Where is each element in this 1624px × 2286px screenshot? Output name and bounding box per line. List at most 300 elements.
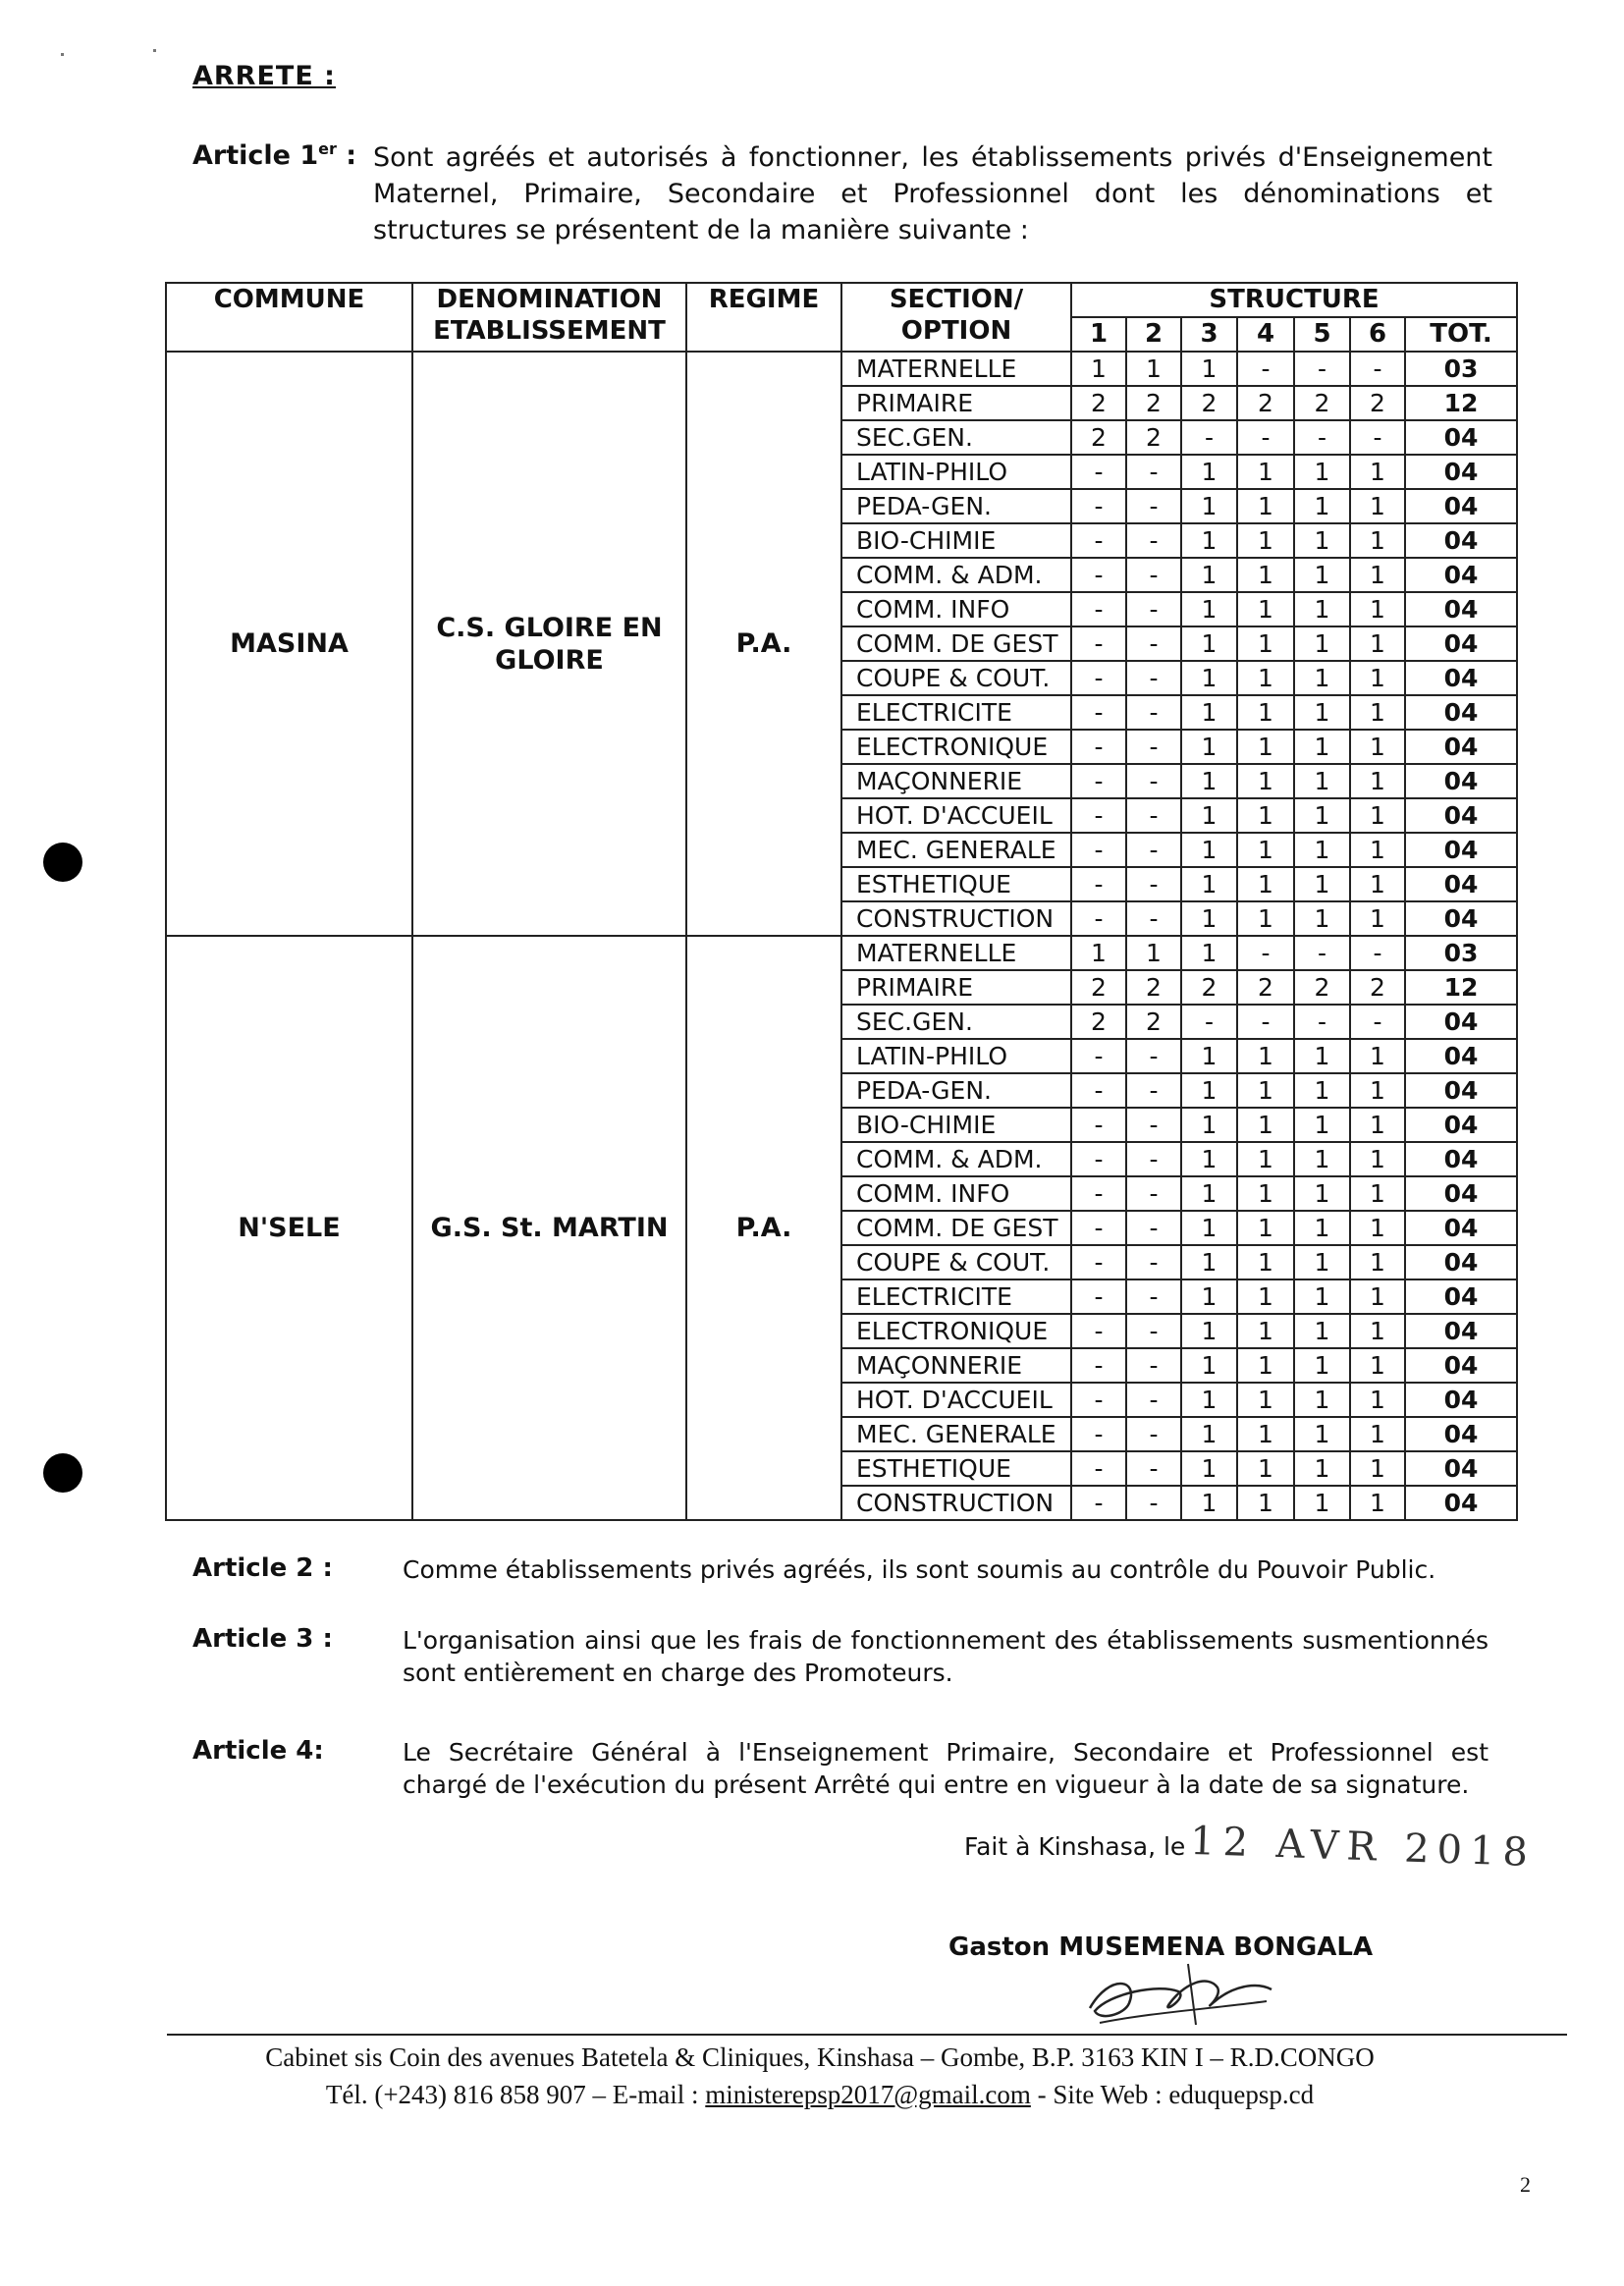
option-cell: ELECTRICITE <box>841 1279 1071 1314</box>
structure-cell: 1 <box>1181 626 1237 661</box>
total-cell: 04 <box>1405 1417 1517 1451</box>
structure-cell: 2 <box>1181 970 1237 1005</box>
option-cell: CONSTRUCTION <box>841 901 1071 936</box>
structure-cell: 1 <box>1237 1108 1294 1142</box>
structure-cell: 1 <box>1181 1348 1237 1383</box>
structure-cell: 1 <box>1126 936 1181 970</box>
option-cell: COMM. INFO <box>841 1176 1071 1211</box>
regime-cell: P.A. <box>686 936 841 1520</box>
structure-cell: - <box>1126 1417 1181 1451</box>
option-cell: ELECTRONIQUE <box>841 1314 1071 1348</box>
structure-cell: - <box>1350 936 1405 970</box>
structure-cell: 1 <box>1237 489 1294 523</box>
option-cell: PRIMAIRE <box>841 970 1071 1005</box>
total-cell: 04 <box>1405 730 1517 764</box>
structure-cell: 2 <box>1071 1005 1126 1039</box>
structure-cell: 1 <box>1294 1108 1350 1142</box>
total-cell: 04 <box>1405 592 1517 626</box>
structure-cell: - <box>1071 901 1126 936</box>
structure-cell: 1 <box>1181 798 1237 833</box>
structure-cell: 1 <box>1181 1211 1237 1245</box>
option-cell: MATERNELLE <box>841 936 1071 970</box>
structure-cell: - <box>1071 1279 1126 1314</box>
total-cell: 12 <box>1405 386 1517 420</box>
structure-cell: 1 <box>1126 352 1181 386</box>
structure-cell: 1 <box>1350 558 1405 592</box>
structure-cell: - <box>1350 352 1405 386</box>
structure-cell: 1 <box>1181 523 1237 558</box>
denomination-cell: C.S. GLOIRE EN GLOIRE <box>412 352 686 936</box>
commune-cell: N'SELE <box>166 936 412 1520</box>
structure-cell: 1 <box>1181 1417 1237 1451</box>
total-cell: 04 <box>1405 1348 1517 1383</box>
structure-cell: 1 <box>1181 730 1237 764</box>
structure-cell: 1 <box>1237 1383 1294 1417</box>
regime-cell: P.A. <box>686 352 841 936</box>
total-cell: 04 <box>1405 764 1517 798</box>
total-cell: 04 <box>1405 1211 1517 1245</box>
option-cell: COMM. & ADM. <box>841 558 1071 592</box>
structure-cell: - <box>1126 523 1181 558</box>
structure-cell: - <box>1126 1348 1181 1383</box>
structure-cell: - <box>1071 798 1126 833</box>
structure-cell: - <box>1126 1486 1181 1520</box>
total-cell: 12 <box>1405 970 1517 1005</box>
header-col-6: 6 <box>1350 317 1405 352</box>
structure-cell: - <box>1126 592 1181 626</box>
structure-cell: - <box>1071 455 1126 489</box>
structure-cell: 1 <box>1294 1348 1350 1383</box>
structure-cell: 1 <box>1350 592 1405 626</box>
header-col-total: TOT. <box>1405 317 1517 352</box>
structure-cell: 1 <box>1181 764 1237 798</box>
structure-cell: - <box>1126 695 1181 730</box>
structure-cell: 1 <box>1181 489 1237 523</box>
total-cell: 04 <box>1405 867 1517 901</box>
structure-cell: - <box>1126 1039 1181 1073</box>
total-cell: 04 <box>1405 661 1517 695</box>
structure-cell: 1 <box>1181 1039 1237 1073</box>
structure-cell: 1 <box>1350 1245 1405 1279</box>
total-cell: 04 <box>1405 1383 1517 1417</box>
structure-cell: - <box>1071 833 1126 867</box>
option-cell: ELECTRICITE <box>841 695 1071 730</box>
option-cell: MAÇONNERIE <box>841 1348 1071 1383</box>
punch-hole-top <box>43 843 82 882</box>
structure-cell: - <box>1126 1108 1181 1142</box>
structure-cell: 1 <box>1237 1451 1294 1486</box>
structure-cell: - <box>1126 1451 1181 1486</box>
total-cell: 04 <box>1405 1039 1517 1073</box>
structure-cell: 1 <box>1350 1073 1405 1108</box>
header-col-1: 1 <box>1071 317 1126 352</box>
structure-cell: - <box>1126 764 1181 798</box>
structure-cell: 1 <box>1181 1108 1237 1142</box>
total-cell: 04 <box>1405 1108 1517 1142</box>
structure-cell: 1 <box>1350 1314 1405 1348</box>
option-cell: PEDA-GEN. <box>841 1073 1071 1108</box>
structure-cell: - <box>1181 420 1237 455</box>
structure-cell: 1 <box>1237 798 1294 833</box>
structure-cell: - <box>1071 1348 1126 1383</box>
structure-cell: 1 <box>1350 730 1405 764</box>
structure-cell: 1 <box>1181 455 1237 489</box>
structure-cell: 1 <box>1181 867 1237 901</box>
structure-cell: 1 <box>1181 1314 1237 1348</box>
option-cell: PRIMAIRE <box>841 386 1071 420</box>
option-cell: SEC.GEN. <box>841 1005 1071 1039</box>
total-cell: 04 <box>1405 1486 1517 1520</box>
structure-cell: 1 <box>1350 661 1405 695</box>
article-2-text: Comme établissements privés agréés, ils sont soumis au contrôle du Pouvoir Public. <box>403 1555 1436 1584</box>
structure-cell: 1 <box>1294 523 1350 558</box>
structure-cell: 1 <box>1350 1451 1405 1486</box>
structure-cell: 1 <box>1294 730 1350 764</box>
total-cell: 04 <box>1405 489 1517 523</box>
structure-cell: 1 <box>1294 661 1350 695</box>
option-cell: COMM. DE GEST <box>841 1211 1071 1245</box>
structure-cell: 1 <box>1294 1211 1350 1245</box>
structure-cell: - <box>1071 558 1126 592</box>
structure-cell: - <box>1126 798 1181 833</box>
structure-cell: 1 <box>1294 1142 1350 1176</box>
structure-cell: 2 <box>1350 970 1405 1005</box>
structure-cell: 1 <box>1181 1486 1237 1520</box>
structure-cell: - <box>1126 833 1181 867</box>
structure-cell: - <box>1071 1142 1126 1176</box>
structure-cell: 1 <box>1181 1176 1237 1211</box>
total-cell: 03 <box>1405 352 1517 386</box>
header-col-4: 4 <box>1237 317 1294 352</box>
page-number: 2 <box>1520 2172 1531 2197</box>
structure-cell: 1 <box>1237 764 1294 798</box>
structure-cell: 1 <box>1181 901 1237 936</box>
structure-cell: 1 <box>1071 936 1126 970</box>
structure-cell: 1 <box>1294 455 1350 489</box>
structure-cell: 1 <box>1350 1211 1405 1245</box>
structure-cell: - <box>1071 1211 1126 1245</box>
structure-cell: 2 <box>1126 420 1181 455</box>
option-cell: MEC. GENERALE <box>841 1417 1071 1451</box>
total-cell: 04 <box>1405 1451 1517 1486</box>
structure-cell: - <box>1294 420 1350 455</box>
footer-address: Cabinet sis Coin des avenues Batetela & Cliniques, Kinshasa – Gombe, B.P. 3163 KIN I – R.D.CONGO <box>265 2042 1375 2072</box>
structure-cell: 1 <box>1350 867 1405 901</box>
structure-cell: 2 <box>1071 970 1126 1005</box>
structure-cell: 1 <box>1350 1383 1405 1417</box>
structure-cell: - <box>1071 1073 1126 1108</box>
structure-cell: 1 <box>1237 867 1294 901</box>
structure-cell: - <box>1126 1314 1181 1348</box>
structure-cell: 1 <box>1181 592 1237 626</box>
signer-name: Gaston MUSEMENA BONGALA <box>948 1932 1374 1962</box>
structure-cell: - <box>1126 1383 1181 1417</box>
structure-cell: - <box>1071 1383 1126 1417</box>
structure-cell: - <box>1071 730 1126 764</box>
option-cell: COUPE & COUT. <box>841 1245 1071 1279</box>
structure-cell: 1 <box>1350 833 1405 867</box>
structure-cell: 1 <box>1237 695 1294 730</box>
structure-cell: 1 <box>1294 489 1350 523</box>
structure-cell: 1 <box>1294 695 1350 730</box>
total-cell: 04 <box>1405 1314 1517 1348</box>
structure-cell: 1 <box>1237 455 1294 489</box>
punch-hole-bottom <box>43 1453 82 1493</box>
structure-cell: 1 <box>1350 1039 1405 1073</box>
structure-cell: 1 <box>1350 523 1405 558</box>
structure-cell: 1 <box>1350 1486 1405 1520</box>
total-cell: 04 <box>1405 523 1517 558</box>
structure-cell: 1 <box>1181 1245 1237 1279</box>
table-body <box>166 352 1517 1520</box>
option-cell: ELECTRONIQUE <box>841 730 1071 764</box>
option-cell: BIO-CHIMIE <box>841 1108 1071 1142</box>
structure-cell: 1 <box>1294 1451 1350 1486</box>
structure-cell: - <box>1126 626 1181 661</box>
structure-cell: - <box>1294 352 1350 386</box>
structure-cell: 1 <box>1350 764 1405 798</box>
structure-cell: 1 <box>1237 1176 1294 1211</box>
structure-cell: - <box>1071 1039 1126 1073</box>
header-denomination: DENOMINATION ETABLISSEMENT <box>412 283 686 352</box>
option-cell: MEC. GENERALE <box>841 833 1071 867</box>
structure-cell: 2 <box>1294 386 1350 420</box>
structure-cell: 1 <box>1237 592 1294 626</box>
structure-cell: - <box>1126 1073 1181 1108</box>
option-cell: LATIN-PHILO <box>841 1039 1071 1073</box>
structure-cell: 1 <box>1294 1176 1350 1211</box>
structure-cell: - <box>1126 730 1181 764</box>
structure-cell: 2 <box>1071 420 1126 455</box>
structure-cell: 1 <box>1294 1417 1350 1451</box>
structure-cell: 1 <box>1294 1245 1350 1279</box>
total-cell: 04 <box>1405 1142 1517 1176</box>
structure-cell: - <box>1126 1279 1181 1314</box>
header-regime: REGIME <box>686 283 841 352</box>
structure-cell: 2 <box>1071 386 1126 420</box>
structure-cell: - <box>1126 901 1181 936</box>
structure-cell: - <box>1071 1451 1126 1486</box>
structure-cell: 1 <box>1237 1245 1294 1279</box>
option-cell: MATERNELLE <box>841 352 1071 386</box>
structure-cell: - <box>1126 661 1181 695</box>
structure-cell: 1 <box>1294 1383 1350 1417</box>
structure-cell: 2 <box>1237 386 1294 420</box>
structure-cell: - <box>1126 1211 1181 1245</box>
structure-cell: 1 <box>1237 1142 1294 1176</box>
structure-cell: 1 <box>1237 730 1294 764</box>
structure-cell: 1 <box>1350 901 1405 936</box>
total-cell: 04 <box>1405 1279 1517 1314</box>
structure-cell: 1 <box>1350 1176 1405 1211</box>
structure-cell: - <box>1071 867 1126 901</box>
option-cell: LATIN-PHILO <box>841 455 1071 489</box>
structure-cell: 1 <box>1294 1039 1350 1073</box>
structure-cell: 2 <box>1181 386 1237 420</box>
structure-cell: - <box>1071 695 1126 730</box>
footer-contact: Tél. (+243) 816 858 907 – E-mail : ministerepsp2017@gmail.com - Site Web : eduquepsp.cd <box>325 2080 1315 2109</box>
structure-cell: - <box>1071 592 1126 626</box>
structure-cell: 1 <box>1181 1279 1237 1314</box>
structure-cell: 1 <box>1181 1383 1237 1417</box>
option-cell: HOT. D'ACCUEIL <box>841 1383 1071 1417</box>
header-col-2: 2 <box>1126 317 1181 352</box>
total-cell: 04 <box>1405 1176 1517 1211</box>
option-cell: COUPE & COUT. <box>841 661 1071 695</box>
structure-cell: - <box>1126 489 1181 523</box>
scan-speck <box>153 49 156 52</box>
structure-cell: 1 <box>1237 1039 1294 1073</box>
structure-cell: 2 <box>1350 386 1405 420</box>
structure-cell: 1 <box>1237 1073 1294 1108</box>
structure-cell: - <box>1071 661 1126 695</box>
structure-cell: 1 <box>1294 798 1350 833</box>
structure-cell: - <box>1237 1005 1294 1039</box>
structure-cell: 1 <box>1350 455 1405 489</box>
structure-cell: - <box>1126 1176 1181 1211</box>
structure-cell: 1 <box>1237 558 1294 592</box>
structure-cell: 1 <box>1294 1314 1350 1348</box>
structure-cell: 1 <box>1350 695 1405 730</box>
structure-cell: 1 <box>1237 1348 1294 1383</box>
structure-cell: 1 <box>1350 626 1405 661</box>
structure-cell: - <box>1350 1005 1405 1039</box>
option-cell: MAÇONNERIE <box>841 764 1071 798</box>
structure-cell: - <box>1237 352 1294 386</box>
structure-cell: 1 <box>1294 764 1350 798</box>
total-cell: 04 <box>1405 1245 1517 1279</box>
header-section-option: SECTION/ OPTION <box>841 283 1071 352</box>
footer-email-link[interactable]: ministerepsp2017@gmail.com <box>705 2080 1031 2109</box>
structure-cell: 1 <box>1237 1279 1294 1314</box>
header-commune: COMMUNE <box>166 283 412 352</box>
structure-cell: - <box>1181 1005 1237 1039</box>
structure-cell: 1 <box>1181 833 1237 867</box>
structure-cell: 1 <box>1294 626 1350 661</box>
option-cell: BIO-CHIMIE <box>841 523 1071 558</box>
total-cell: 04 <box>1405 1073 1517 1108</box>
structure-cell: - <box>1071 1486 1126 1520</box>
structure-cell: - <box>1071 1314 1126 1348</box>
option-cell: COMM. & ADM. <box>841 1142 1071 1176</box>
structure-cell: - <box>1294 1005 1350 1039</box>
structure-cell: 1 <box>1237 833 1294 867</box>
option-cell: ESTHETIQUE <box>841 1451 1071 1486</box>
structure-cell: - <box>1071 1176 1126 1211</box>
structure-cell: - <box>1071 1417 1126 1451</box>
table-row <box>166 352 1517 386</box>
article-3-text: L'organisation ainsi que les frais de fonctionnement des établissements susmentionnés sont entièrement en charge des Promoteurs. <box>403 1626 1489 1687</box>
structure-cell: 1 <box>1181 1451 1237 1486</box>
article-2-label: Article 2 : <box>192 1553 333 1583</box>
structure-cell: - <box>1071 523 1126 558</box>
total-cell: 04 <box>1405 695 1517 730</box>
structure-cell: 2 <box>1126 1005 1181 1039</box>
structure-cell: 2 <box>1126 386 1181 420</box>
structure-cell: 1 <box>1294 558 1350 592</box>
structure-cell: - <box>1126 558 1181 592</box>
option-cell: SEC.GEN. <box>841 420 1071 455</box>
structure-cell: 1 <box>1181 1142 1237 1176</box>
total-cell: 04 <box>1405 626 1517 661</box>
header-structure: STRUCTURE <box>1071 283 1517 317</box>
total-cell: 04 <box>1405 1005 1517 1039</box>
place-and-date-label: Fait à Kinshasa, le <box>964 1832 1186 1861</box>
decree-heading: ARRETE : <box>192 61 336 91</box>
structure-cell: 1 <box>1237 523 1294 558</box>
structure-cell: - <box>1350 420 1405 455</box>
structure-cell: 1 <box>1350 1348 1405 1383</box>
option-cell: COMM. INFO <box>841 592 1071 626</box>
article-3-label: Article 3 : <box>192 1624 333 1654</box>
structure-cell: - <box>1126 1142 1181 1176</box>
table-row <box>166 936 1517 970</box>
structure-cell: 1 <box>1181 558 1237 592</box>
structure-cell: 1 <box>1294 1073 1350 1108</box>
structure-cell: - <box>1126 867 1181 901</box>
article-4-label: Article 4: <box>192 1736 324 1766</box>
option-cell: CONSTRUCTION <box>841 1486 1071 1520</box>
structure-cell: 1 <box>1181 695 1237 730</box>
structure-cell: 1 <box>1350 1417 1405 1451</box>
total-cell: 04 <box>1405 833 1517 867</box>
structure-cell: 1 <box>1181 936 1237 970</box>
footer-rule <box>167 2034 1567 2036</box>
structure-cell: 1 <box>1181 1073 1237 1108</box>
structure-cell: 1 <box>1294 901 1350 936</box>
commune-cell: MASINA <box>166 352 412 936</box>
structure-cell: 1 <box>1237 1314 1294 1348</box>
structure-cell: 1 <box>1294 592 1350 626</box>
structure-cell: 1 <box>1294 833 1350 867</box>
structure-cell: - <box>1294 936 1350 970</box>
structure-cell: 1 <box>1350 1108 1405 1142</box>
structure-cell: 2 <box>1237 970 1294 1005</box>
denomination-cell: G.S. St. MARTIN <box>412 936 686 1520</box>
structure-cell: - <box>1237 936 1294 970</box>
total-cell: 04 <box>1405 420 1517 455</box>
structure-cell: 1 <box>1237 626 1294 661</box>
structure-cell: 1 <box>1237 1417 1294 1451</box>
date-stamp: 12 AVR 2018 <box>1189 1818 1537 1877</box>
structure-cell: 1 <box>1350 489 1405 523</box>
total-cell: 04 <box>1405 455 1517 489</box>
structure-cell: 2 <box>1126 970 1181 1005</box>
structure-cell: - <box>1071 764 1126 798</box>
structure-cell: 1 <box>1237 661 1294 695</box>
article-4-text: Le Secrétaire Général à l'Enseignement Primaire, Secondaire et Professionnel est chargé de l'exécution du présent Arrêté qui entre en vigueur à la date de sa signature. <box>403 1738 1489 1799</box>
structure-cell: 1 <box>1294 867 1350 901</box>
structure-cell: 1 <box>1181 352 1237 386</box>
structure-cell: 1 <box>1294 1279 1350 1314</box>
total-cell: 03 <box>1405 936 1517 970</box>
structure-cell: - <box>1071 1245 1126 1279</box>
structure-cell: 1 <box>1237 901 1294 936</box>
handwritten-signature <box>1070 1954 1296 2033</box>
structure-cell: 1 <box>1350 798 1405 833</box>
article-1-text: Sont agréés et autorisés à fonctionner, les établissements privés d'Enseignement Maternel, Primaire, Secondaire et Professionnel dont les dénominations et structures se présentent de la manière suivante : <box>373 142 1492 245</box>
total-cell: 04 <box>1405 798 1517 833</box>
structure-cell: 1 <box>1350 1142 1405 1176</box>
option-cell: ESTHETIQUE <box>841 867 1071 901</box>
establishments-table <box>165 282 1518 1521</box>
structure-cell: 1 <box>1071 352 1126 386</box>
structure-cell: - <box>1237 420 1294 455</box>
structure-cell: - <box>1126 1245 1181 1279</box>
total-cell: 04 <box>1405 558 1517 592</box>
option-cell: HOT. D'ACCUEIL <box>841 798 1071 833</box>
structure-cell: 2 <box>1294 970 1350 1005</box>
